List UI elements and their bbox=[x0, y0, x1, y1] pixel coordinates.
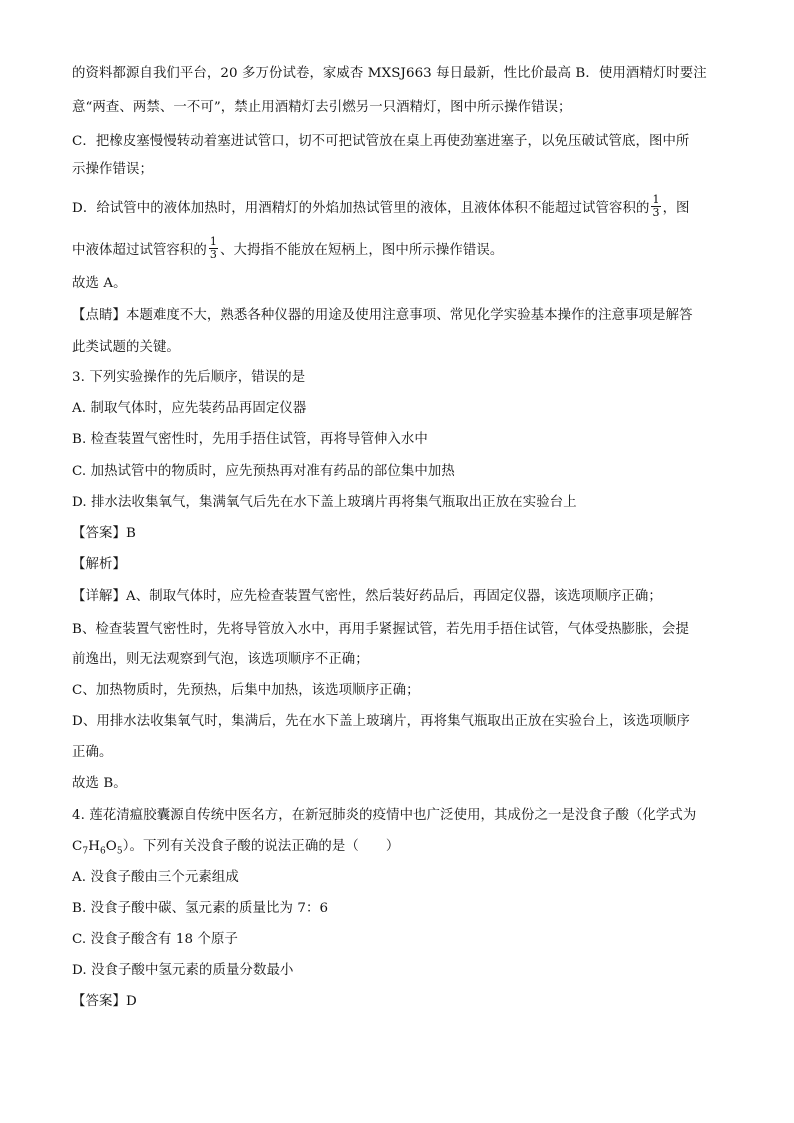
formula-subscript: 6 bbox=[99, 846, 106, 857]
fraction-denominator: 3 bbox=[209, 248, 218, 261]
text-line-with-fraction bbox=[72, 193, 724, 221]
question-option: D. 排水法收集氧气，集满氧气后先在水下盖上玻璃片再将集气瓶取出正放在实验台上 bbox=[72, 495, 577, 510]
text-line: C、加热物质时，先预热，后集中加热，该选项顺序正确； bbox=[72, 683, 420, 698]
question-stem-formula-line bbox=[72, 837, 724, 857]
question-stem: 4. 莲花清瘟胶囊源自传统中医名方，在新冠肺炎的疫情中也广泛使用，其成份之一是没食子酸（化学式为 bbox=[72, 808, 697, 823]
text-segment: D．给试管中的液体加热时，用酒精灯的外焰加热试管里的液体，且液体体积不能超过试管容积的 bbox=[72, 201, 650, 216]
text-line: 示操作错误； bbox=[72, 162, 153, 177]
text-line: D、用排水法收集氧气时，集满后，先在水下盖上玻璃片，再将集气瓶取出正放在实验台上，该选项顺序 bbox=[72, 714, 690, 729]
formula-element: H bbox=[88, 839, 100, 854]
text-line: C．把橡皮塞慢慢转动着塞进试管口，切不可把试管放在桌上再使劲塞进塞子，以免压破试管底，图中所 bbox=[72, 134, 690, 149]
answer-line: 【答案】B bbox=[72, 526, 136, 541]
text-segment: 、大拇指不能放在短柄上，图中所示操作错误。 bbox=[220, 243, 504, 258]
fraction-denominator: 3 bbox=[652, 206, 660, 219]
formula-element: O bbox=[105, 839, 117, 854]
question-option: B. 没食子酸中碳、氢元素的质量比为 7：6 bbox=[72, 901, 329, 916]
key-point-line: 【点睛】本题难度不大，熟悉各种仪器的用途及使用注意事项、常见化学实验基本操作的注意事项是解答 bbox=[72, 308, 693, 323]
text-line: 此类试题的关键。 bbox=[72, 340, 180, 355]
fraction-numerator: 1 bbox=[652, 193, 660, 206]
fraction bbox=[651, 194, 660, 219]
question-option: C. 没食子酸含有 18 个原子 bbox=[72, 932, 238, 947]
fraction bbox=[209, 236, 218, 261]
text-line: 故选 B。 bbox=[72, 776, 127, 791]
fraction-numerator: 1 bbox=[209, 235, 218, 248]
text-line: 正确。 bbox=[72, 745, 113, 760]
answer-line: 【答案】D bbox=[72, 994, 137, 1009]
text-line-with-fraction bbox=[72, 235, 724, 263]
text-line: 前逸出，则无法观察到气泡，该选项顺序不正确； bbox=[72, 652, 369, 667]
question-option: D. 没食子酸中氢元素的质量分数最小 bbox=[72, 963, 294, 978]
formula-element: C bbox=[72, 839, 83, 854]
question-option: B. 检查装置气密性时，先用手捂住试管，再将导管伸入水中 bbox=[72, 432, 428, 447]
formula-subscript: 5 bbox=[116, 846, 123, 857]
text-line: 故选 A。 bbox=[72, 276, 127, 291]
question-option: C. 加热试管中的物质时，应先预热再对准有药品的部位集中加热 bbox=[72, 464, 455, 479]
text-line: B、检查装置气密性时，先将导管放入水中，再用手紧握试管，若先用手捂住试管，气体受热膨胀，会提 bbox=[72, 622, 690, 637]
text-segment: 中液体超过试管容积的 bbox=[72, 243, 207, 258]
question-stem: 3. 下列实验操作的先后顺序，错误的是 bbox=[72, 370, 306, 385]
question-option: A. 制取气体时，应先装药品再固定仪器 bbox=[72, 401, 307, 416]
analysis-heading: 【解析】 bbox=[72, 557, 126, 572]
text-line: 的资料都源自我们平台，20 多万份试卷，家威杏 MXSJ663 每日最新，性比价最高 B．使用酒精灯时要注 bbox=[72, 66, 707, 81]
text-line: 意“两查、两禁、一不可”，禁止用酒精灯去引燃另一只酒精灯，图中所示操作错误； bbox=[72, 100, 572, 115]
text-segment: ，图 bbox=[662, 201, 690, 216]
question-option: A. 没食子酸由三个元素组成 bbox=[72, 870, 239, 885]
formula-subscript: 7 bbox=[82, 846, 89, 857]
text-line: 【详解】A、制取气体时，应先检查装置气密性，然后装好药品后，再固定仪器，该选项顺序正确； bbox=[72, 589, 662, 604]
text-segment: ）。下列有关没食子酸的说法正确的是（ ） bbox=[122, 839, 400, 854]
